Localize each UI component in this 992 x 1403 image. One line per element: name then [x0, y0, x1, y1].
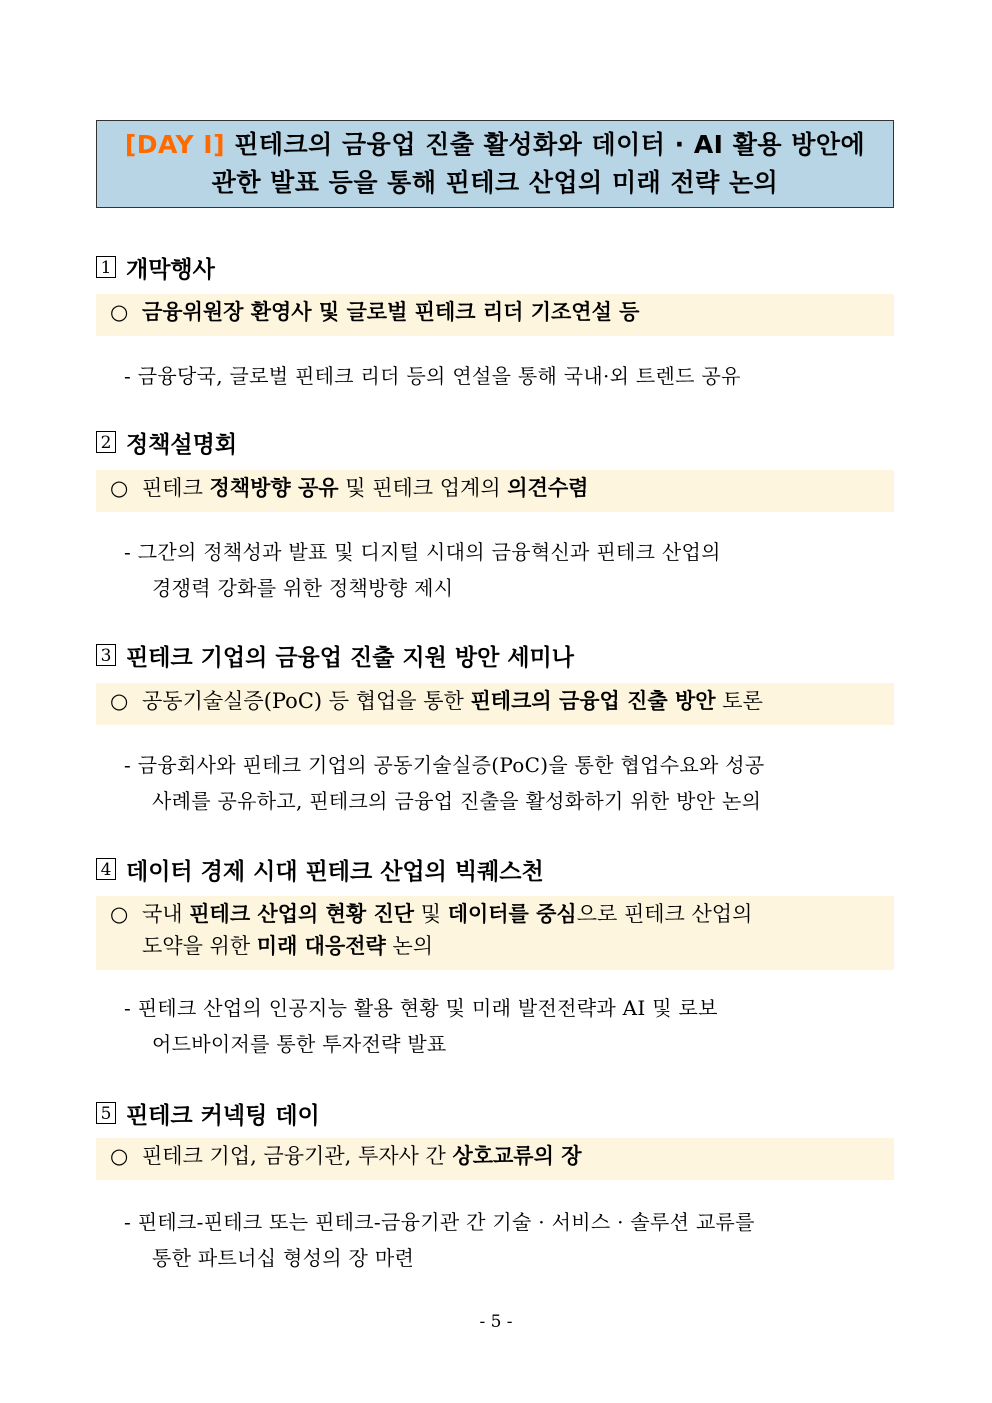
title-line-1-text: 핀테크의 금융업 진출 활성화와 데이터 · AI 활용 방안에: [234, 130, 866, 159]
section-heading-5: [96, 1096, 320, 1130]
detail-4-line-1: - 핀테크 산업의 인공지능 활용 현황 및 미래 발전전략과 AI 및 로보: [124, 996, 718, 1020]
detail-5-line-2: 통한 파트너십 형성의 장 마련: [152, 1246, 415, 1270]
detail-2-line-2: 경쟁력 강화를 위한 정책방향 제시: [152, 576, 454, 600]
section-heading-1: [96, 250, 215, 284]
section-number-2: 2: [96, 431, 116, 453]
bullet-2-text-a: 핀테크: [142, 476, 210, 500]
bullet-5: [96, 1138, 894, 1180]
page-number: - 5 -: [479, 1312, 513, 1332]
bullet-symbol: ○: [110, 689, 129, 713]
bullet-4-text-d: 도약을 위한: [142, 934, 257, 958]
section-heading-3: [96, 638, 574, 672]
bullet-3-text-b: 토론: [715, 689, 763, 713]
bullet-2-bold-a: 정책방향 공유: [209, 476, 339, 500]
detail-1-line-1: - 금융당국, 글로벌 핀테크 리더 등의 연설을 통해 국내·외 트렌드 공유: [124, 364, 741, 388]
detail-4-line-2: 어드바이저를 통한 투자전략 발표: [152, 1032, 447, 1056]
bullet-4-bold-b: 데이터를 중심: [447, 902, 577, 926]
bullet-symbol: ○: [110, 300, 129, 324]
bullet-4-bold-a: 핀테크 산업의 현황 진단: [189, 902, 415, 926]
detail-5-line-1: - 핀테크-핀테크 또는 핀테크-금융기관 간 기술 · 서비스 · 솔루션 교류를: [124, 1210, 755, 1234]
bullet-symbol: ○: [110, 902, 129, 926]
bullet-4: [96, 896, 894, 970]
bullet-1: [96, 294, 894, 336]
bullet-4-text-c: 으로 핀테크 산업의: [576, 902, 753, 926]
bullet-4-text-a: 국내: [142, 902, 190, 926]
bullet-4-line-2: [110, 930, 894, 962]
bullet-2: [96, 470, 894, 512]
bullet-3-bold-a: 핀테크의 금융업 진출 방안: [470, 689, 716, 713]
bullet-4-text-e: 논의: [385, 934, 434, 958]
detail-3-line-1: - 금융회사와 핀테크 기업의 공동기술실증(PoC)을 통한 협업수요와 성공: [124, 753, 765, 777]
bullet-1-text: 금융위원장 환영사 및 글로벌 핀테크 리더 기조연설 등: [142, 299, 640, 324]
title-line-1: [125, 126, 865, 164]
detail-2: [124, 534, 896, 606]
section-number-3: 3: [96, 644, 116, 666]
section-heading-4: [96, 852, 544, 886]
section-title-4: 데이터 경제 시대 핀테크 산업의 빅퀘스천: [126, 858, 544, 885]
section-number-1: 1: [96, 256, 116, 278]
section-title-5: 핀테크 커넥팅 데이: [126, 1102, 320, 1129]
detail-3: [124, 747, 896, 819]
section-number-5: 5: [96, 1102, 116, 1124]
detail-4: [124, 990, 896, 1062]
title-box: [96, 120, 894, 208]
bullet-4-bold-c: 미래 대응전략: [256, 934, 386, 958]
detail-5: [124, 1204, 896, 1276]
bullet-2-bold-b: 의견수렴: [507, 476, 589, 500]
section-number-4: 4: [96, 858, 116, 880]
bullet-4-line-1: [110, 898, 894, 930]
bullet-3: [96, 683, 894, 725]
detail-3-line-2: 사례를 공유하고, 핀테크의 금융업 진출을 활성화하기 위한 방안 논의: [152, 789, 762, 813]
section-title-1: 개막행사: [126, 256, 215, 283]
detail-2-line-1: - 그간의 정책성과 발표 및 디지털 시대의 금융혁신과 핀테크 산업의: [124, 540, 721, 564]
bullet-4-text-b: 및: [414, 902, 448, 926]
bullet-5-bold-a: 상호교류의 장: [452, 1144, 582, 1168]
bullet-symbol: ○: [110, 476, 129, 500]
title-line-2: 관한 발표 등을 통해 핀테크 산업의 미래 전략 논의: [211, 168, 779, 197]
day-tag: [DAY Ⅰ]: [124, 130, 225, 159]
bullet-3-text-a: 공동기술실증(PoC) 등 협업을 통한: [142, 689, 471, 713]
detail-1: [124, 358, 896, 394]
bullet-2-text-b: 및 핀테크 업계의: [338, 476, 508, 500]
section-title-3: 핀테크 기업의 금융업 진출 지원 방안 세미나: [126, 644, 574, 671]
bullet-5-text-a: 핀테크 기업, 금융기관, 투자사 간: [142, 1144, 453, 1168]
section-title-2: 정책설명회: [126, 431, 238, 458]
section-heading-2: [96, 425, 237, 459]
bullet-symbol: ○: [110, 1144, 129, 1168]
